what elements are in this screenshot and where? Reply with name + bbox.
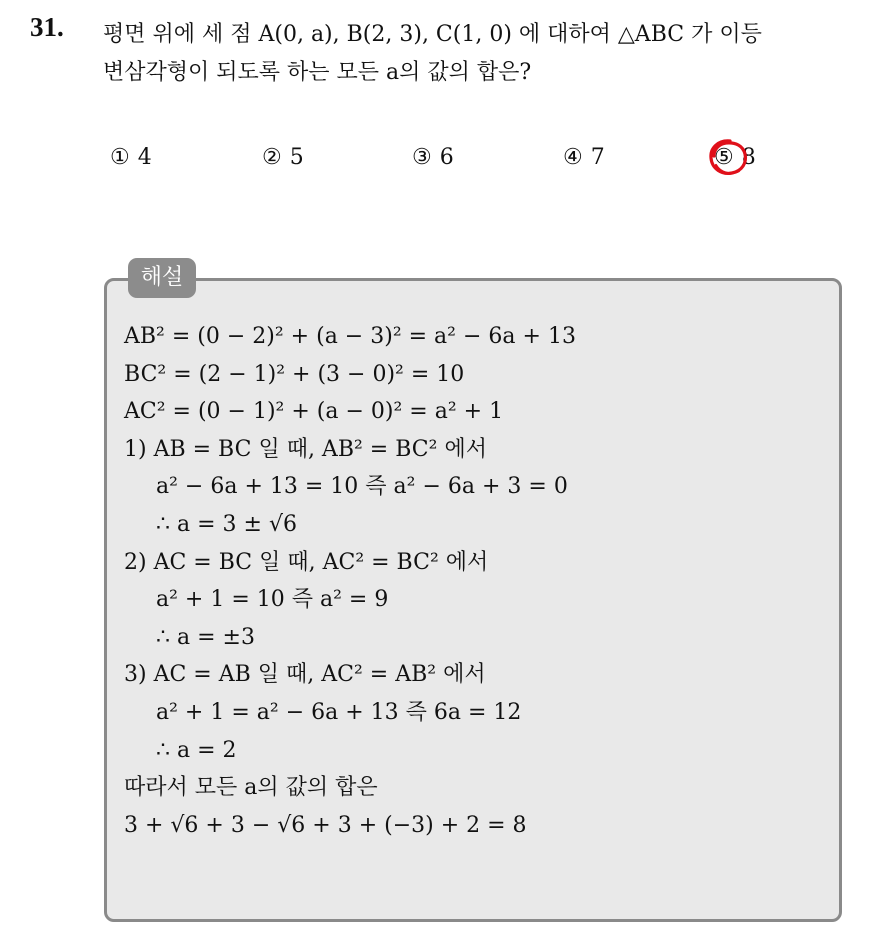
choice-5-mark: ⑤ <box>714 145 734 170</box>
choice-3-mark: ③ <box>412 145 432 170</box>
question-text <box>103 16 873 92</box>
solution-line: ∴ a = ±3 <box>156 624 255 650</box>
choice-5-value: 8 <box>741 145 756 170</box>
solution-line: 3) AC = AB 일 때, AC² = AB² 에서 <box>124 662 486 688</box>
choice-3[interactable] <box>412 140 454 176</box>
solution-line: 따라서 모든 a의 값의 합은 <box>124 775 378 801</box>
choice-2-value: 5 <box>289 145 304 170</box>
choice-4-mark: ④ <box>563 145 583 170</box>
question-line-2: 변삼각형이 되도록 하는 모든 a의 값의 합은? <box>103 60 532 85</box>
question-number: 31. <box>30 12 64 42</box>
solution-line: 1) AB = BC 일 때, AB² = BC² 에서 <box>124 436 487 462</box>
choice-2[interactable] <box>262 140 304 176</box>
answer-choices <box>0 140 884 180</box>
solution-content <box>124 318 824 844</box>
solution-line: ∴ a = 3 ± √6 <box>156 511 297 537</box>
solution-line: BC² = (2 − 1)² + (3 − 0)² = 10 <box>124 361 465 387</box>
solution-line: a² − 6a + 13 = 10 즉 a² − 6a + 3 = 0 <box>156 474 568 500</box>
choice-1[interactable] <box>110 140 152 176</box>
choice-1-value: 4 <box>137 145 152 170</box>
choice-3-value: 6 <box>439 145 454 170</box>
solution-tag: 해설 <box>128 258 196 298</box>
solution-line: a² + 1 = a² − 6a + 13 즉 6a = 12 <box>156 699 522 725</box>
solution-line: a² + 1 = 10 즉 a² = 9 <box>156 587 389 613</box>
selected-answer-circle-icon <box>706 137 750 179</box>
choice-2-mark: ② <box>262 145 282 170</box>
choice-1-mark: ① <box>110 145 130 170</box>
solution-line: AB² = (0 − 2)² + (a − 3)² = a² − 6a + 13 <box>124 324 576 349</box>
choice-4[interactable] <box>563 140 605 176</box>
solution-line: 3 + √6 + 3 − √6 + 3 + (−3) + 2 = 8 <box>124 812 527 838</box>
choice-4-value: 7 <box>590 145 605 170</box>
solution-line: AC² = (0 − 1)² + (a − 0)² = a² + 1 <box>124 399 504 425</box>
solution-line: 2) AC = BC 일 때, AC² = BC² 에서 <box>124 549 489 575</box>
question-line-1: 평면 위에 세 점 A(0, a), B(2, 3), C(1, 0) 에 대하여 △ABC 가 이등 <box>103 22 762 47</box>
solution-line: ∴ a = 2 <box>156 737 237 763</box>
